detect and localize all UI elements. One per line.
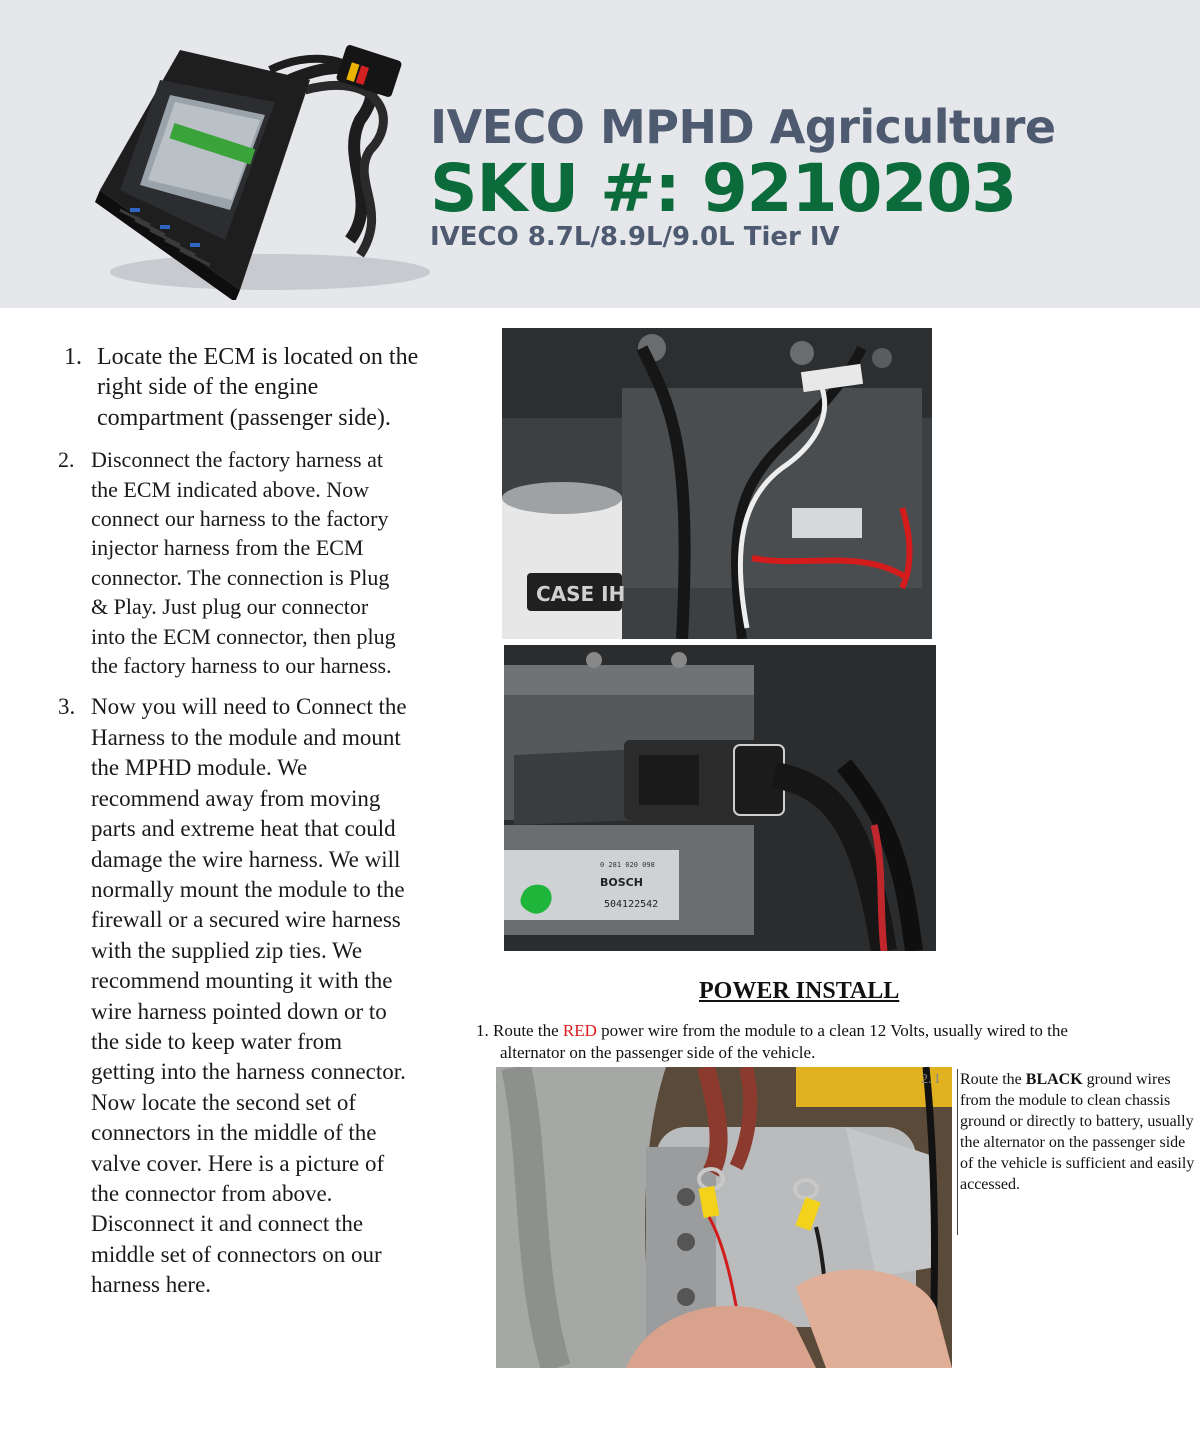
power-step-text-post: power wire from the module to a clean 12 Volts, usually wired to the — [596, 1021, 1068, 1040]
step-1 — [64, 342, 478, 433]
power-step-number: 2. I — [921, 1072, 940, 1087]
step-number: 2. — [58, 447, 75, 473]
header-banner — [0, 0, 1200, 308]
power-step-text-cont: alternator on the passenger side of the vehicle. — [500, 1043, 816, 1062]
step-2 — [58, 445, 478, 680]
ecm-connector-photo — [504, 645, 936, 951]
engine-spec: IVECO 8.7L/8.9L/9.0L Tier IV — [430, 222, 840, 252]
power-step-text-post: ground wires from the module to clean chassis ground or directly to battery, usually the alternator on the passenger side of the vehicle is sufficient and easily accessed. — [960, 1071, 1195, 1193]
bosch-label: BOSCH — [600, 876, 643, 889]
case-ih-label: CASE IH — [536, 582, 626, 606]
step-text: Locate the ECM is located on the right side of the engine compartment (passenger side). — [97, 344, 419, 431]
power-step-2 — [921, 1069, 1200, 1235]
sku-number: SKU #: 9210203 — [430, 150, 1017, 227]
power-step-text-pre: Route the — [960, 1071, 1026, 1088]
step-3 — [58, 692, 478, 1300]
step-number: 3. — [58, 694, 76, 720]
bosch-small-code: 0 281 020 098 — [600, 861, 655, 869]
power-step-text-pre: Route the — [493, 1021, 563, 1040]
power-step-1 — [476, 1020, 1196, 1064]
product-title: IVECO MPHD Agriculture — [430, 100, 1056, 154]
step-text: Disconnect the factory harness at the ECM indicated above. Now connect our harness to the factory injector harness from the ECM connector. The connection is Plug & Play. Just plug our connector into the ECM connector, then plug the factory harness to our harness. — [91, 447, 396, 679]
step-number: 1. — [64, 344, 82, 370]
black-wire-label: BLACK — [1025, 1071, 1083, 1088]
bosch-part-number: 504122542 — [604, 899, 659, 910]
install-steps — [58, 342, 478, 1313]
mphd-module-product-image — [60, 40, 430, 300]
step-text: Now you will need to Connect the Harness to the module and mount the MPHD module. We recommend away from moving parts and extreme heat that could damage the wire harness. We will normally mount the module to the firewall or a secured wire harness with the supplied zip ties. We recommend mounting it with the wire harness pointed down or to the side to keep water from getting into the harness connector. Now locate the second set of connectors in the middle of the valve cover. Here is a picture of the connector from above. Disconnect it and connect the middle set of connectors on our harness here. — [91, 694, 407, 1298]
ecm-location-photo — [502, 328, 932, 639]
power-install-heading: POWER INSTALL — [699, 978, 900, 1004]
red-wire-label: RED — [562, 1021, 597, 1040]
power-step-number: 1. — [476, 1021, 489, 1040]
alternator-wiring-photo — [496, 1067, 952, 1368]
